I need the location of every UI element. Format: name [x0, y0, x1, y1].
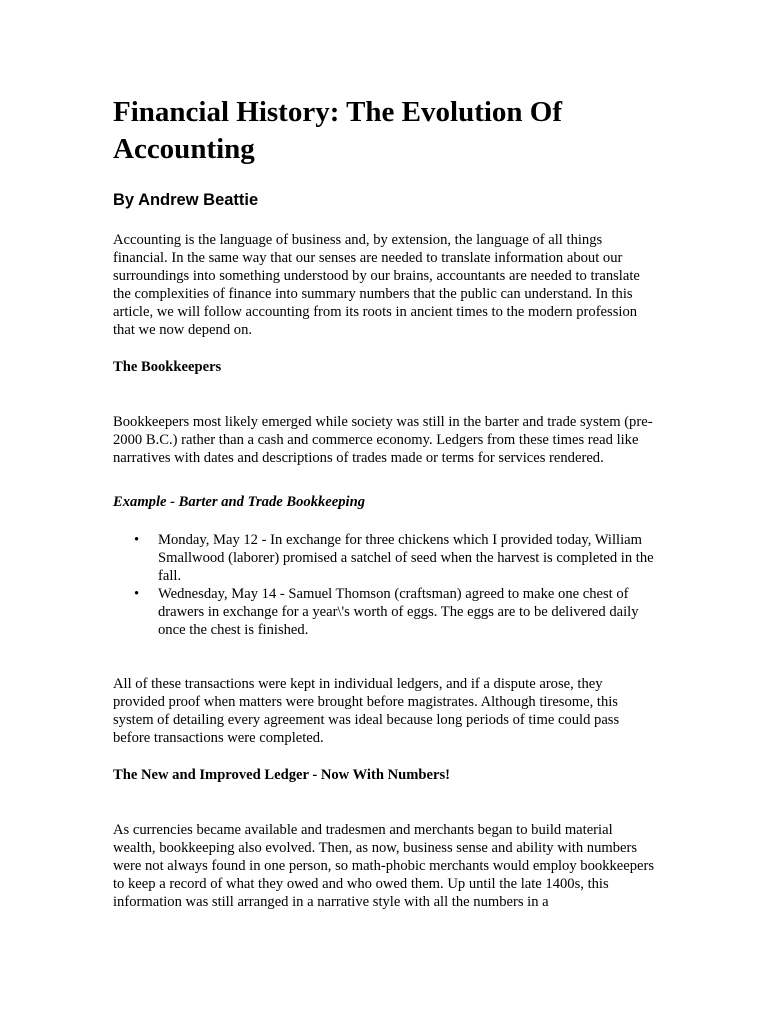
section-heading-example: Example - Barter and Trade Bookkeeping: [113, 494, 366, 510]
transactions-paragraph: All of these transactions were kept in individual ledgers, and if a dispute arose, they provided proof when matters were brought before magistrates. Although tiresome, this system of detailing every agreement was ideal because long periods of time could pass before transactions were completed.: [113, 676, 620, 746]
ledger-paragraph: As currencies became available and tradesmen and merchants began to build material wealth, bookkeeping also evolved. Then, as now, business sense and ability with numbers were not always found in one person, so math-phobic merchants would employ bookkeepers to keep a record of what they owed and who owed them. Up until the late 1400s, this information was still arranged in a narrative style with all the numbers in a: [113, 822, 655, 910]
example-list: [113, 531, 658, 639]
list-item: • Monday, May 12 - In exchange for three chickens which I provided today, William Smallwood (laborer) promised a satchel of seed when the harvest is completed in the fall.: [158, 531, 658, 585]
document-page: [113, 94, 658, 911]
list-item: • Wednesday, May 14 - Samuel Thomson (craftsman) agreed to make one chest of drawers in exchange for a year\'s worth of eggs. The eggs are to be delivered daily once the chest is finished.: [158, 585, 658, 639]
article-byline: By Andrew Beattie: [113, 191, 259, 209]
intro-paragraph: Accounting is the language of business and, by extension, the language of all things financial. In the same way that our senses are needed to translate information about our surroundings into something understood by our brains, accountants are needed to translate the complexities of finance into summary numbers that the public can understand. In this article, we will follow accounting from its roots in ancient times to the modern profession that we now depend on.: [113, 232, 640, 338]
bookkeepers-paragraph: Bookkeepers most likely emerged while society was still in the barter and trade system (pre-2000 B.C.) rather than a cash and commerce economy. Ledgers from these times read like narratives with dates and descriptions of trades made or terms for services rendered.: [113, 414, 653, 466]
section-heading-ledger: The New and Improved Ledger - Now With Numbers!: [113, 767, 451, 783]
article-title: Financial History: The Evolution Of Accounting: [113, 96, 563, 165]
section-heading-bookkeepers: The Bookkeepers: [113, 359, 222, 375]
